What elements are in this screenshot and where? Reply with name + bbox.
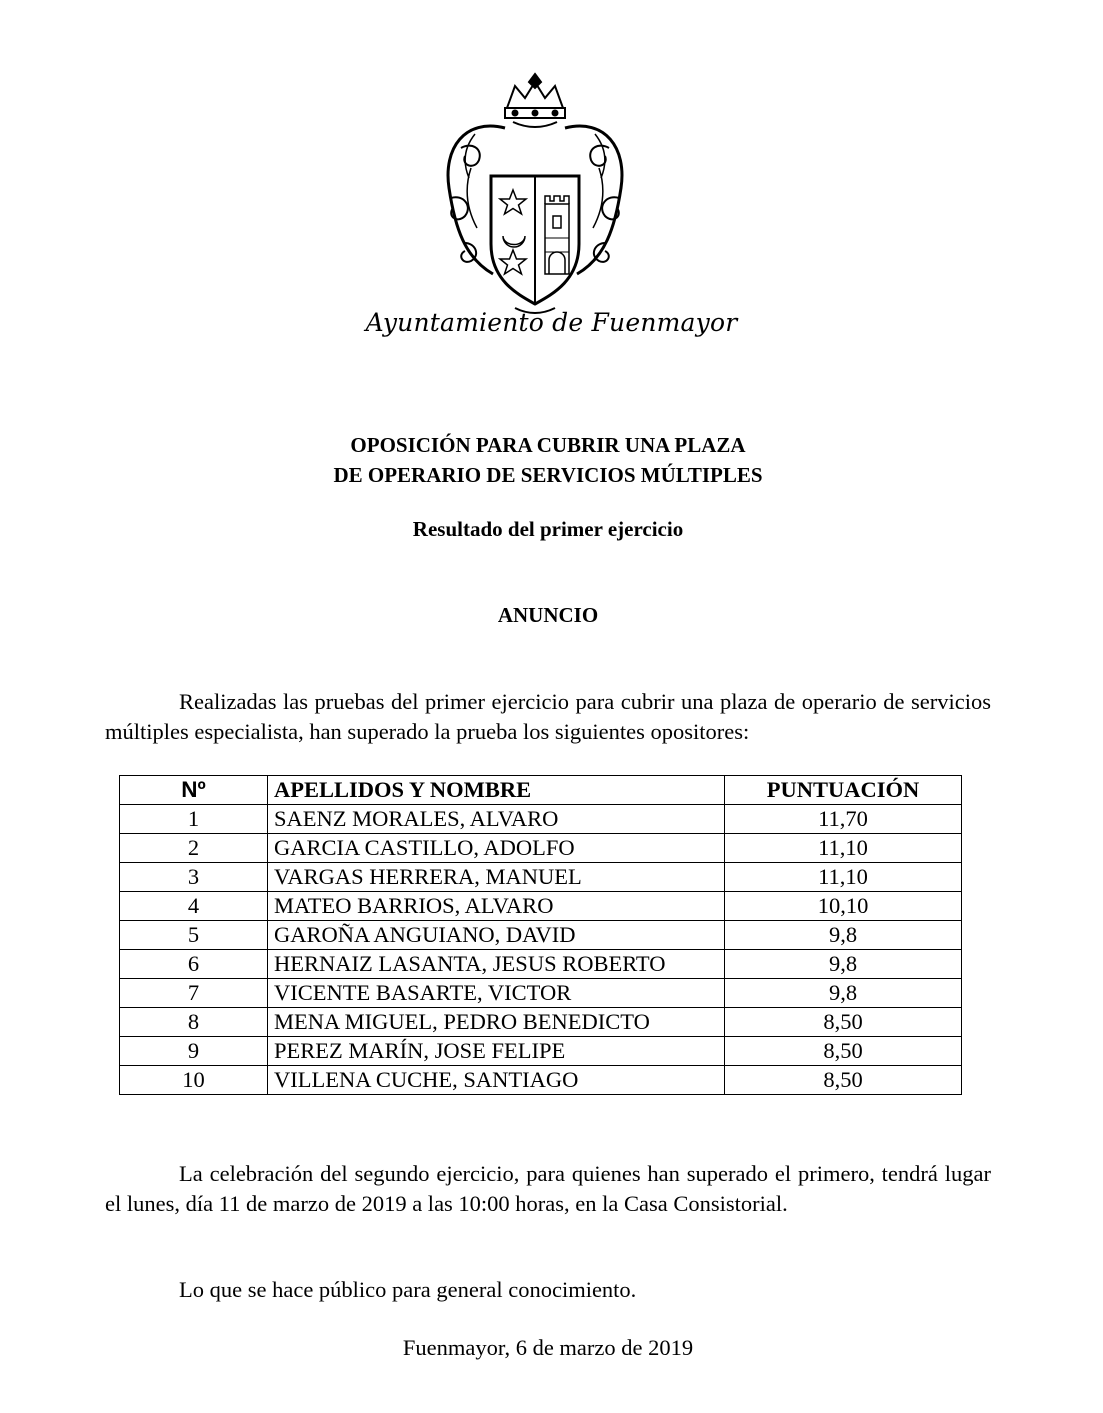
row-name: VARGAS HERRERA, MANUEL [268, 863, 725, 892]
row-score: 11,70 [725, 805, 962, 834]
row-number: 1 [120, 805, 268, 834]
second-exercise-text: La celebración del segundo ejercicio, para quienes han superado el primero, tendrá lugar el lunes, día 11 de marzo de 2019 a las 10:00 horas, en la Casa Consistorial. [105, 1161, 991, 1216]
table-row [120, 979, 962, 1008]
row-score: 11,10 [725, 834, 962, 863]
row-score: 8,50 [725, 1037, 962, 1066]
row-number: 4 [120, 892, 268, 921]
table-row [120, 950, 962, 979]
row-number: 8 [120, 1008, 268, 1037]
header-score: PUNTUACIÓN [725, 776, 962, 805]
place-and-date: Fuenmayor, 6 de marzo de 2019 [402, 1335, 694, 1360]
row-name: VILLENA CUCHE, SANTIAGO [268, 1066, 725, 1095]
intro-text: Realizadas las pruebas del primer ejercicio para cubrir una plaza de operario de servicios múltiples especialista, han superado la prueba los siguientes opositores: [105, 689, 991, 744]
coat-of-arms-logo [435, 68, 635, 320]
row-name: GAROÑA ANGUIANO, DAVID [268, 921, 725, 950]
row-score: 9,8 [725, 979, 962, 1008]
intro-paragraph [105, 687, 991, 747]
row-score: 8,50 [725, 1066, 962, 1095]
row-number: 2 [120, 834, 268, 863]
row-name: HERNAIZ LASANTA, JESUS ROBERTO [268, 950, 725, 979]
table-row [120, 921, 962, 950]
row-name: SAENZ MORALES, ALVARO [268, 805, 725, 834]
table-row [120, 892, 962, 921]
second-exercise-paragraph [105, 1159, 991, 1219]
row-name: GARCIA CASTILLO, ADOLFO [268, 834, 725, 863]
table-row [120, 1008, 962, 1037]
header-name: APELLIDOS Y NOMBRE [268, 776, 725, 805]
row-name: MATEO BARRIOS, ALVARO [268, 892, 725, 921]
row-score: 9,8 [725, 950, 962, 979]
row-number: 6 [120, 950, 268, 979]
table-row [120, 863, 962, 892]
results-table [119, 775, 962, 1095]
row-score: 11,10 [725, 863, 962, 892]
closing-paragraph [105, 1275, 991, 1305]
row-number: 3 [120, 863, 268, 892]
table-header-row [120, 776, 962, 805]
table-row [120, 805, 962, 834]
row-number: 10 [120, 1066, 268, 1095]
row-number: 9 [120, 1037, 268, 1066]
document-subtitle: Resultado del primer ejercicio [412, 517, 684, 541]
row-number: 7 [120, 979, 268, 1008]
row-name: MENA MIGUEL, PEDRO BENEDICTO [268, 1008, 725, 1037]
table-row [120, 834, 962, 863]
row-name: PEREZ MARÍN, JOSE FELIPE [268, 1037, 725, 1066]
title-line-1: OPOSICIÓN PARA CUBRIR UNA PLAZA [350, 433, 746, 457]
row-score: 8,50 [725, 1008, 962, 1037]
header-number: Nº [120, 776, 268, 805]
document-title [0, 430, 1096, 490]
row-score: 10,10 [725, 892, 962, 921]
closing-text: Lo que se hace público para general conocimiento. [179, 1277, 637, 1302]
row-score: 9,8 [725, 921, 962, 950]
table-row [120, 1066, 962, 1095]
title-line-2: DE OPERARIO DE SERVICIOS MÚLTIPLES [333, 463, 763, 487]
announcement-heading: ANUNCIO [497, 603, 599, 627]
table-row [120, 1037, 962, 1066]
row-number: 5 [120, 921, 268, 950]
row-name: VICENTE BASARTE, VICTOR [268, 979, 725, 1008]
organization-name: Ayuntamiento de Fuenmayor [365, 308, 738, 337]
